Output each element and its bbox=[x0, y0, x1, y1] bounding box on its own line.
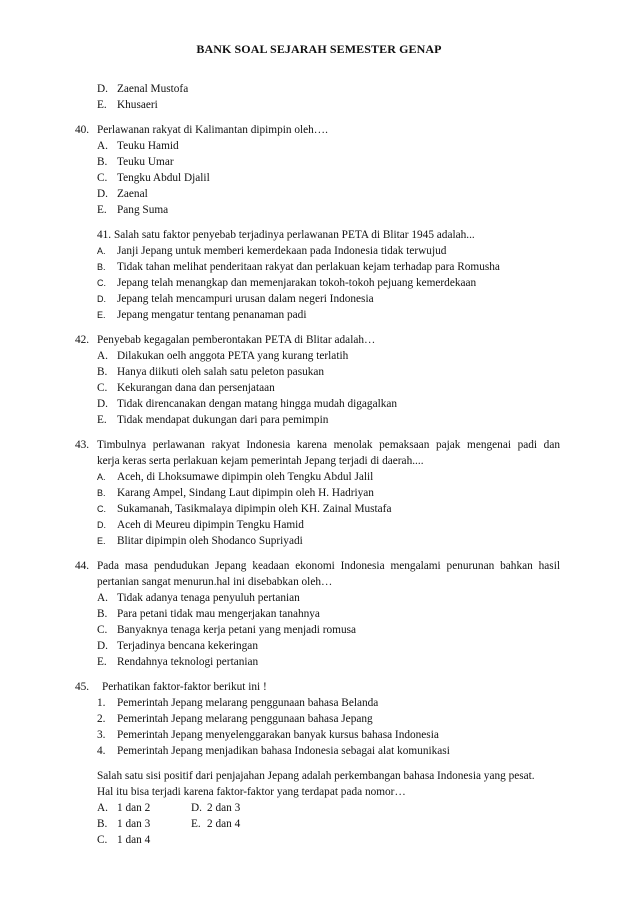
answer-label: D. bbox=[191, 802, 202, 814]
option-label: C. bbox=[97, 278, 106, 288]
option-label: A. bbox=[97, 140, 108, 152]
option-text: Jepang telah mencampuri urusan dalam negeri Indonesia bbox=[117, 293, 374, 305]
factor-text: Pemerintah Jepang melarang penggunaan bahasa Jepang bbox=[117, 713, 373, 725]
option-label: E. bbox=[97, 99, 107, 111]
option-text: Banyaknya tenaga kerja petani yang menjadi romusa bbox=[117, 624, 357, 636]
option-label: D. bbox=[97, 398, 108, 410]
option-text: Aceh di Meureu dipimpin Tengku Hamid bbox=[117, 519, 304, 531]
option-label: B. bbox=[97, 488, 106, 498]
option-text: Sukamanah, Tasikmalaya dipimpin oleh KH. Zainal Mustafa bbox=[117, 503, 392, 515]
option-text: Tengku Abdul Djalil bbox=[117, 172, 210, 184]
option-label: B. bbox=[97, 156, 108, 168]
option-text: Jepang telah menangkap dan memenjarakan tokoh-tokoh pejuang kemerdekaan bbox=[117, 277, 477, 289]
option-label: E. bbox=[97, 310, 106, 320]
option-label: C. bbox=[97, 504, 106, 514]
answer-text: 1 dan 4 bbox=[117, 834, 151, 846]
question-text-line: pertanian sangat menurun.hal ini disebabkan oleh… bbox=[97, 576, 333, 588]
factor-label: 2. bbox=[97, 713, 106, 725]
option-label: B. bbox=[97, 366, 108, 378]
option-text: Terjadinya bencana kekeringan bbox=[117, 640, 258, 652]
question-paragraph-line: Salah satu sisi positif dari penjajahan Jepang adalah perkembangan bahasa Indonesia yang pesat. bbox=[97, 770, 535, 782]
option-label: D. bbox=[97, 640, 108, 652]
option-label: C. bbox=[97, 624, 108, 636]
option-text: Dilakukan oelh anggota PETA yang kurang terlatih bbox=[117, 350, 349, 362]
option-text: Zaenal bbox=[117, 188, 148, 200]
option-text: Aceh, di Lhoksumawe dipimpin oleh Tengku Abdul Jalil bbox=[117, 471, 374, 483]
answer-label: C. bbox=[97, 834, 108, 846]
option-label: E. bbox=[97, 536, 106, 546]
option-text: Kekurangan dana dan persenjataan bbox=[117, 382, 275, 394]
option-label: D. bbox=[97, 188, 108, 200]
factor-label: 1. bbox=[97, 697, 106, 709]
option-text: Jepang mengatur tentang penanaman padi bbox=[117, 309, 307, 321]
option-label: A. bbox=[97, 592, 108, 604]
option-label: D. bbox=[97, 83, 108, 95]
factor-label: 3. bbox=[97, 729, 106, 741]
option-label: A. bbox=[97, 350, 108, 362]
answer-text: 2 dan 3 bbox=[207, 802, 241, 814]
option-text: Tidak tahan melihat penderitaan rakyat dan perlakuan kejam terhadap para Romusha bbox=[117, 261, 500, 273]
answer-text: 1 dan 2 bbox=[117, 802, 151, 814]
option-text: Tidak adanya tenaga penyuluh pertanian bbox=[117, 592, 300, 604]
option-text: Karang Ampel, Sindang Laut dipimpin oleh H. Hadriyan bbox=[117, 487, 374, 499]
question-text-line: Timbulnya perlawanan rakyat Indonesia karena menolak pemaksaan pajak mengenai padi dan bbox=[97, 439, 560, 451]
option-text: Pang Suma bbox=[117, 204, 169, 216]
option-text: Para petani tidak mau mengerjakan tanahnya bbox=[117, 608, 320, 620]
option-label: A. bbox=[97, 472, 106, 482]
option-label: D. bbox=[97, 294, 106, 304]
question-number: 40. bbox=[75, 124, 90, 136]
answer-text: 2 dan 4 bbox=[207, 818, 241, 830]
option-text: Hanya diikuti oleh salah satu peleton pasukan bbox=[117, 366, 325, 378]
option-text: Zaenal Mustofa bbox=[117, 83, 189, 95]
option-text: Tidak mendapat dukungan dari para pemimpin bbox=[117, 414, 329, 426]
option-label: C. bbox=[97, 382, 108, 394]
option-label: C. bbox=[97, 172, 108, 184]
question-text: Penyebab kegagalan pemberontakan PETA di Blitar adalah… bbox=[97, 334, 376, 346]
question-number: 42. bbox=[75, 334, 90, 346]
option-label: B. bbox=[97, 262, 106, 272]
option-text: Tidak direncanakan dengan matang hingga mudah digagalkan bbox=[117, 398, 398, 410]
question-number: 43. bbox=[75, 439, 90, 451]
option-text: Teuku Umar bbox=[117, 156, 174, 168]
option-label: E. bbox=[97, 656, 107, 668]
question-text: Perhatikan faktor-faktor berikut ini ! bbox=[102, 681, 267, 693]
option-label: B. bbox=[97, 608, 108, 620]
factor-text: Pemerintah Jepang menyelenggarakan banyak kursus bahasa Indonesia bbox=[117, 729, 439, 741]
option-text: Teuku Hamid bbox=[117, 140, 179, 152]
question-text-line: Pada masa pendudukan Jepang keadaan ekonomi Indonesia mengalami penurunan bahkan hasil bbox=[97, 560, 560, 572]
option-label: A. bbox=[97, 246, 106, 256]
option-label: E. bbox=[97, 414, 107, 426]
option-label: E. bbox=[97, 204, 107, 216]
page-title: BANK SOAL SEJARAH SEMESTER GENAP bbox=[196, 42, 442, 56]
option-text: Rendahnya teknologi pertanian bbox=[117, 656, 259, 668]
option-text: Khusaeri bbox=[117, 99, 158, 111]
answer-label: E. bbox=[191, 818, 201, 830]
question-paragraph-line: Hal itu bisa terjadi karena faktor-faktor yang terdapat pada nomor… bbox=[97, 786, 406, 798]
factor-label: 4. bbox=[97, 745, 106, 757]
question-text: 41. Salah satu faktor penyebab terjadinya perlawanan PETA di Blitar 1945 adalah... bbox=[97, 229, 475, 241]
factor-text: Pemerintah Jepang menjadikan bahasa Indonesia sebagai alat komunikasi bbox=[117, 745, 450, 757]
answer-label: B. bbox=[97, 818, 108, 830]
answer-text: 1 dan 3 bbox=[117, 818, 151, 830]
question-text-line: kerja keras serta perlakuan kejam pemerintah Jepang terjadi di daerah.... bbox=[97, 455, 424, 467]
question-number: 45. bbox=[75, 681, 90, 693]
option-text: Blitar dipimpin oleh Shodanco Supriyadi bbox=[117, 535, 303, 547]
factor-text: Pemerintah Jepang melarang penggunaan bahasa Belanda bbox=[117, 697, 379, 709]
question-number: 44. bbox=[75, 560, 90, 572]
option-label: D. bbox=[97, 520, 106, 530]
option-text: Janji Jepang untuk memberi kemerdekaan pada Indonesia tidak terwujud bbox=[117, 245, 447, 257]
question-text: Perlawanan rakyat di Kalimantan dipimpin oleh…. bbox=[97, 124, 328, 136]
answer-label: A. bbox=[97, 802, 108, 814]
